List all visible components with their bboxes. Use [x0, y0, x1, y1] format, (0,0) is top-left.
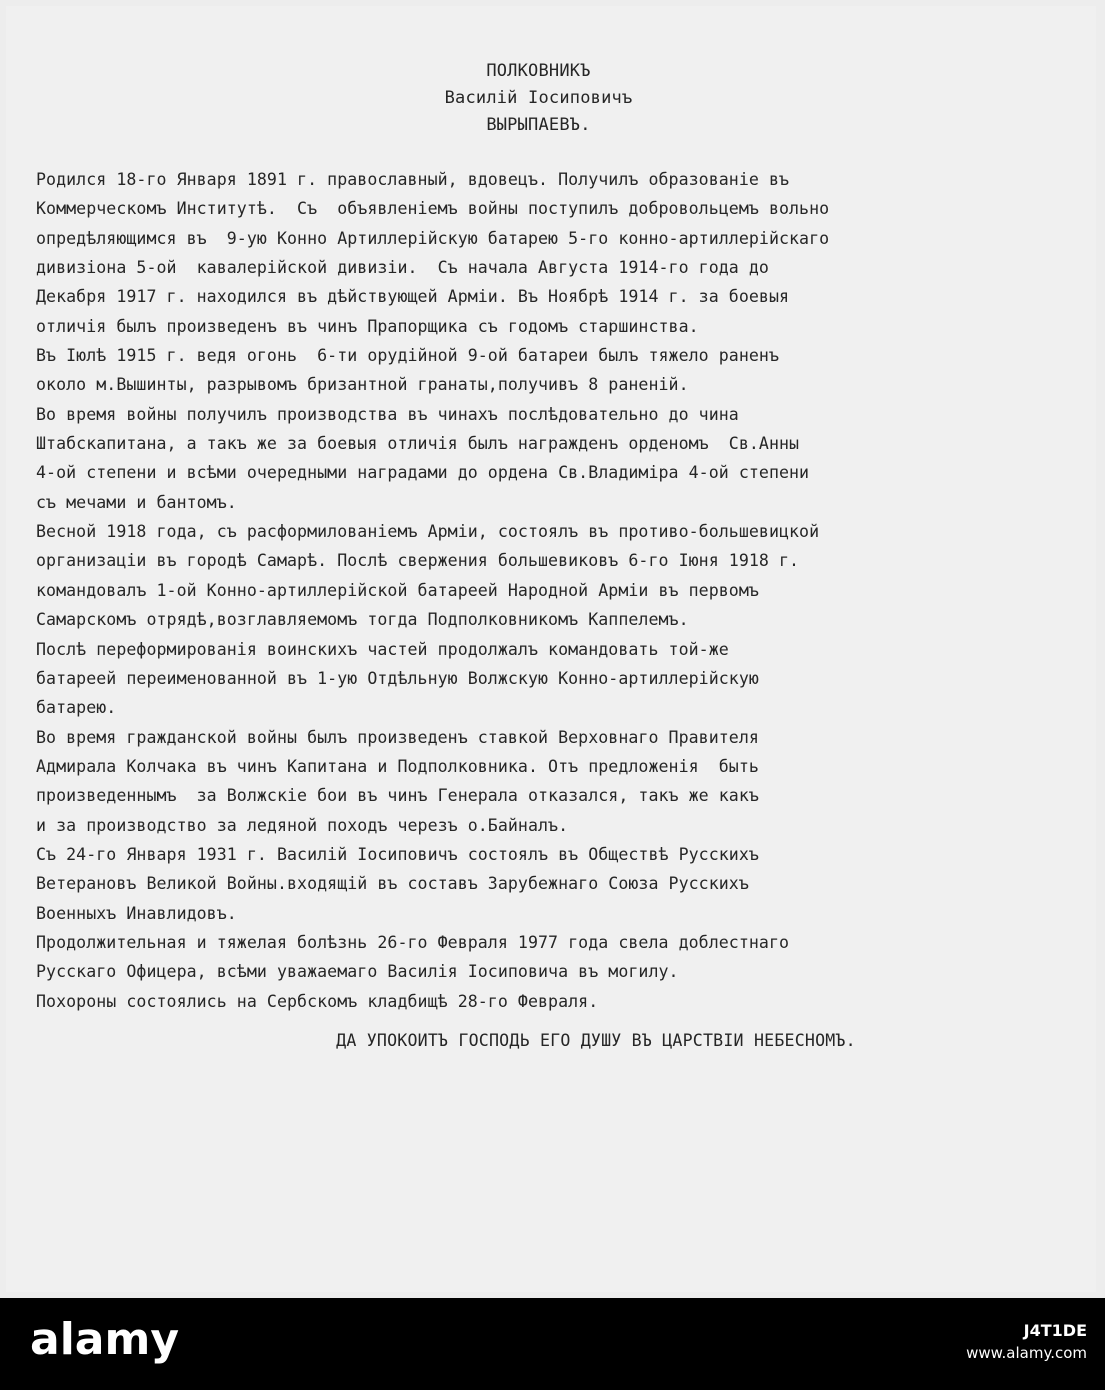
person-name: Василiй Iосиповичъ — [444, 88, 633, 108]
text-line: Весной 1918 года, съ расформилованiемъ Армiи, состоялъ въ противо-большевицкой — [36, 522, 820, 542]
rank-title: ПОЛКОВНИКЪ — [486, 61, 591, 81]
alamy-logo-icon — [30, 1314, 240, 1370]
alamy-logo-text: alamy — [30, 1314, 179, 1365]
text-line: Ветерановъ Великой Войны.входящiй въ составъ Зарубежнаго Союза Русскихъ — [36, 874, 749, 894]
text-line: Съ 24-го Января 1931 г. Василiй Iосиповичъ состоялъ въ Обществѣ Русскихъ — [36, 844, 759, 864]
text-line: дивизiона 5-ой кавалерiйской дивизiи. Съ начала Августа 1914-го года до — [36, 258, 769, 278]
text-line: Въ Iюлѣ 1915 г. ведя огонь 6-ти орудiйной 9-ой батареи былъ тяжело раненъ — [36, 346, 779, 366]
document-header — [6, 58, 1046, 139]
person-surname: ВЫРЫПАЕВЪ. — [486, 115, 591, 135]
stock-footer-bar — [0, 1298, 1105, 1390]
image-id: J4T1DE — [1023, 1321, 1087, 1340]
image-code-block — [966, 1320, 1087, 1364]
typewritten-sheet — [6, 6, 1096, 1292]
text-line: батареей переименованной въ 1-ую Отдѣльную Волжскую Конно-артиллерiйскую — [36, 668, 759, 688]
text-line: и за производство за ледяной походъ черезъ о.Байналъ. — [36, 815, 569, 835]
text-line: батарею. — [36, 698, 117, 718]
text-line: Русскаго Офицера, всѣми уважаемаго Василiя Iосиповича въ могилу. — [36, 962, 679, 982]
obituary-document — [36, 58, 1076, 1055]
text-line: командовалъ 1-ой Конно-артиллерiйской батареей Народной Армiи въ первомъ — [36, 580, 759, 600]
site-url: www.alamy.com — [966, 1344, 1087, 1362]
text-line: Родился 18-го Января 1891 г. православный, вдовецъ. Получилъ образованiе въ — [36, 170, 790, 189]
text-line: Похороны состоялись на Сербскомъ кладбищѣ 28-го Февраля. — [36, 991, 599, 1011]
text-line: Во время войны получилъ производства въ чинахъ послѣдовательно до чина — [36, 404, 739, 424]
text-line: Самарскомъ отрядѣ,возглавляемомъ тогда Подполковникомъ Каппелемъ. — [36, 610, 689, 630]
text-line: отличiя былъ произведенъ въ чинъ Прапорщика съ годомъ старшинства. — [36, 316, 699, 336]
text-line: Продолжительная и тяжелая болѣзнь 26-го Февраля 1977 года свела доблестнаго — [36, 932, 790, 952]
text-line: Во время гражданской войны былъ произведенъ ставкой Верховнаго Правителя — [36, 727, 759, 747]
closing-prayer: ДА УПОКОИТЪ ГОСПОДЬ ЕГО ДУШУ ВЪ ЦАРСТВIИ НЕБЕСНОМЪ. — [336, 1030, 856, 1050]
text-line: 4-ой степени и всѣми очередными наградами до ордена Св.Владимiра 4-ой степени — [36, 463, 810, 483]
text-line: Военныхъ Инавлидовъ. — [36, 903, 237, 923]
text-line: организацiи въ городѣ Самарѣ. Послѣ свержения большевиковъ 6-го Iюня 1918 г. — [36, 551, 800, 571]
text-line: произведеннымъ за Волжскiе бои въ чинъ Генерала отказался, такъ же какъ — [36, 786, 759, 806]
document-body — [36, 165, 1076, 1016]
alamy-logo — [30, 1314, 240, 1370]
text-line: Послѣ переформированiя воинскихъ частей продолжалъ командовать той-же — [36, 639, 729, 659]
text-line: опредѣляющимся въ 9-ую Конно Артиллерiйскую батарею 5-го конно-артиллерiйскаго — [36, 228, 830, 248]
text-line: Коммерческомъ Институтѣ. Съ объявленiемъ войны поступилъ добровольцемъ вольно — [36, 199, 830, 219]
text-line: около м.Вышинты, разрывомъ бризантной гранаты,получивъ 8 раненiй. — [36, 375, 689, 395]
text-line: Адмирала Колчака въ чинъ Капитана и Подполковника. Отъ предложенiя быть — [36, 756, 759, 776]
text-line: Штабскапитана, а такъ же за боевыя отличiя былъ награжденъ орденомъ Св.Анны — [36, 434, 800, 454]
text-line: съ мечами и бантомъ. — [36, 492, 237, 512]
text-line: Декабря 1917 г. находился въ дѣйствующей Армiи. Въ Ноябрѣ 1914 г. за боевыя — [36, 287, 790, 307]
